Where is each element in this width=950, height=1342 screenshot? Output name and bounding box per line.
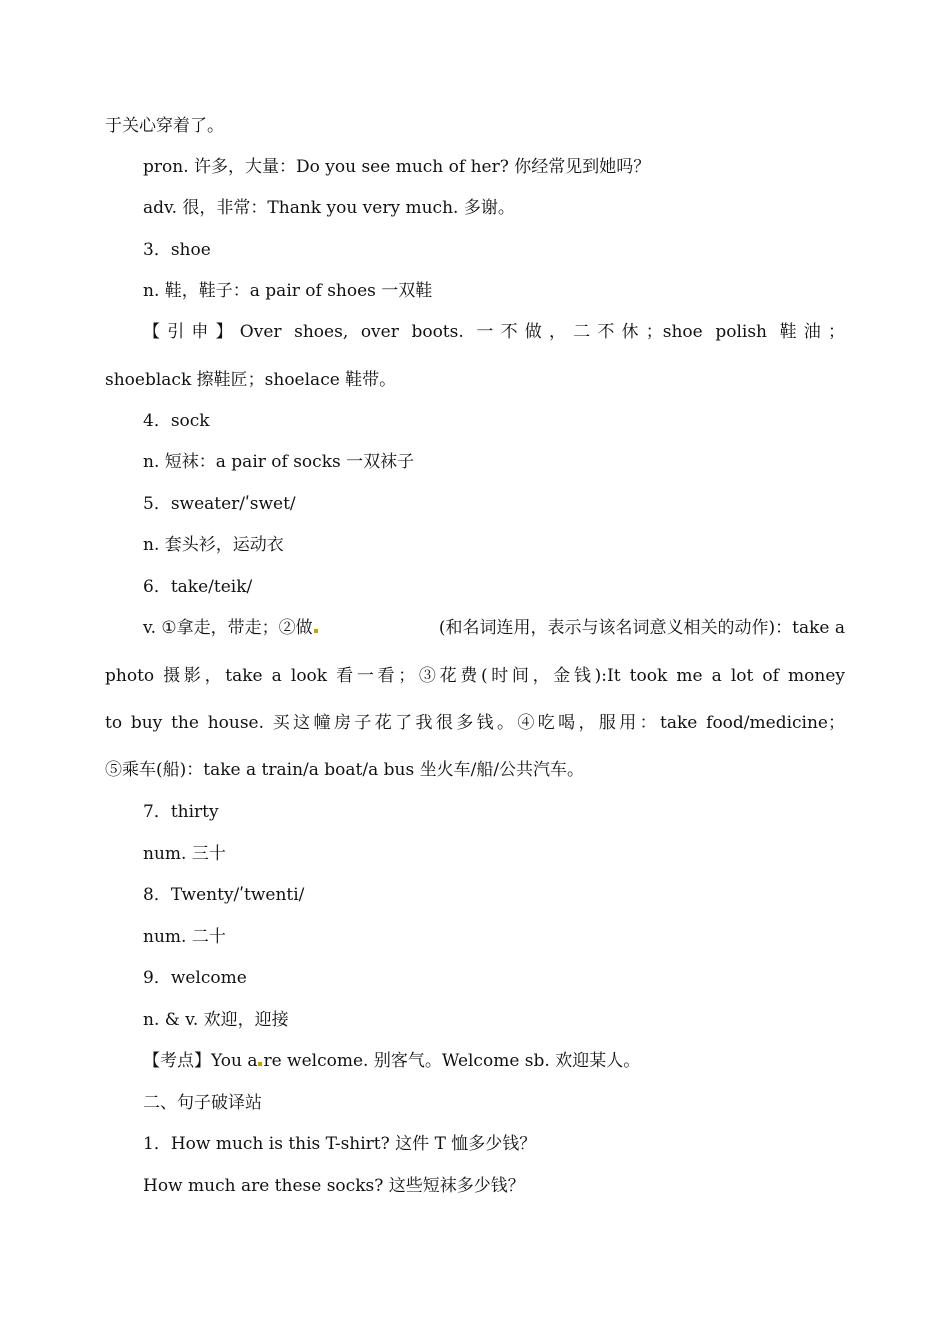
text-line: shoeblack 擦鞋匠；shoelace 鞋带。 (105, 370, 397, 390)
text-line: How much are these socks? 这些短袜多少钱？ (143, 1176, 525, 1196)
entry-heading: 6．take/teik/ (143, 577, 253, 597)
text-line: photo 摄影，take a look 看一看；③花费(时间，金钱):It took me a lot of money (105, 666, 845, 686)
text-fragment: 【考点】You a (143, 1051, 258, 1071)
text-line: n. & v. 欢迎，迎接 (143, 1010, 289, 1030)
text-line: num. 二十 (143, 927, 226, 947)
text-line (143, 1049, 640, 1073)
text-line: 于关心穿着了。 (105, 116, 224, 136)
text-line (143, 616, 845, 640)
text-line: n. 短袜：a pair of socks 一双袜子 (143, 452, 415, 472)
text-line: 1．How much is this T-shirt? 这件 T 恤多少钱？ (143, 1134, 537, 1154)
section-heading: 二、句子破译站 (143, 1093, 262, 1113)
entry-heading: 4．sock (143, 411, 210, 431)
text-fragment: (和名词连用，表示与该名词意义相关的动作)：take a (438, 618, 845, 638)
text-line: num. 三十 (143, 844, 226, 864)
entry-heading: 3．shoe (143, 240, 211, 260)
entry-heading: 7．thirty (143, 802, 219, 822)
text-line: adv. 很，非常：Thank you very much. 多谢。 (143, 198, 515, 218)
highlight-mark (314, 629, 318, 633)
entry-heading: 5．sweater/ʹswet/ (143, 494, 296, 514)
text-line: 【引申】Over shoes, over boots. 一不做，二不休；shoe polish 鞋油； (143, 322, 845, 342)
text-line: pron. 许多，大量：Do you see much of her? 你经常见到她吗？ (143, 157, 651, 177)
text-line: n. 套头衫，运动衣 (143, 535, 284, 555)
highlight-mark (258, 1062, 262, 1066)
text-line: to buy the house. 买这幢房子花了我很多钱。④吃喝，服用：take food/medicine； (105, 713, 845, 733)
text-line: ⑤乘车(船)：take a train/a boat/a bus 坐火车/船/公共汽车。 (105, 760, 585, 780)
text-fragment: v. ①拿走，带走；②做 (143, 618, 313, 638)
entry-heading: 9．welcome (143, 968, 247, 988)
entry-heading: 8．Twenty/ʹtwenti/ (143, 885, 305, 905)
text-fragment: re welcome. 别客气。Welcome sb. 欢迎某人。 (263, 1051, 641, 1071)
text-line: n. 鞋，鞋子：a pair of shoes 一双鞋 (143, 281, 433, 301)
